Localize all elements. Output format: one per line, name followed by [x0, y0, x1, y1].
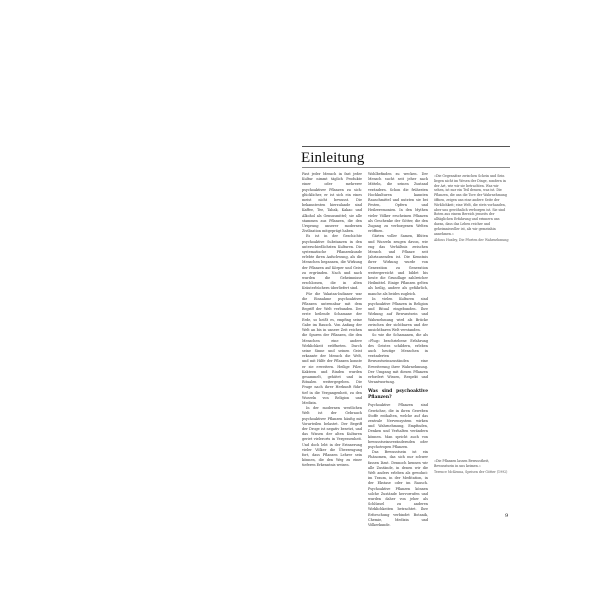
title-rule	[302, 167, 510, 168]
paragraph: Für die Yukatan-Indianer war die Einnahme psychoaktiver Pflanzen untrennbar mit dem Begriff der Welt verbunden. Der erste heilende Schamane der Erde, so heißt es, empfing seine Gabe im Rausch. Von Anfang der Welt an bis in unsere Zeit reichen die Spuren der Pflanzen, die den Menschen eine andere Wirklichkeit eröffneten. Durch seine Sinne und seinen Geist erkannte der Mensch die Welt, und mit Hilfe der Pflanzen konnte er sie erweitern. Heilige Pilze, Kakteen und Rinden wurden gesammelt, gehütet und in Ritualen weitergegeben. Die Frage nach ihrer Herkunft führt tief in die Vergangenheit, zu den Wurzeln von Religion und Medizin.	[302, 291, 362, 405]
chapter-title: Einleitung	[301, 150, 365, 166]
page-number: 9	[505, 513, 509, 519]
quote-text: »Die Pflanzen lassen Bewusstheit, Bewusstsein in uns keimen.«	[434, 459, 490, 468]
paragraph: Wohlbefinden zu wecken. Der Mensch sucht seit jeher nach Mitteln, die seinen Zustand verändern. Schon die frühesten Hochkulturen kannten Rauschmittel und nutzten sie bei Festen, Opfern und Heilzeremonien. In den Mythen vieler Völker erscheinen Pflanzen als Geschenke der Götter, die den Zugang zu verborgenen Welten eröffnen.	[368, 172, 428, 234]
margin-quote	[434, 174, 510, 243]
quote-text: »Die Gegensätze zwischen Schein und Sein liegen nicht im Wesen der Dinge, sondern in der Art, wie wir sie betrachten. Was wir sehen, ist nur ein Teil dessen, was ist. Die Pflanzen, die uns die Tore der Wahrnehmung öffnen, zeigen uns eine andere Seite der Wirklichkeit; eine Welt, die stets vorhanden, aber uns gewöhnlich verborgen ist. Sie sind Boten aus einem Bereich jenseits der alltäglichen Erfahrung und erinnern uns daran, dass das Leben reicher und geheimnisvoller ist, als wir gemeinhin annehmen.«	[434, 174, 507, 236]
text-column-2	[368, 172, 428, 550]
paragraph: Es ist in der Geschichte psychoaktive Substanzen in den unterschiedlichsten Kulturen. Die systematische Pflanzenkunde erlebte ihren Aufschwung, als die Menschen begannen, die Wirkung der Pflanzen auf Körper und Geist zu ergründen. Nach und nach wurden die Geheimnisse erschlossen, die in alten Kräuterbüchern überliefert sind.	[302, 234, 362, 291]
margin-quote	[434, 459, 510, 475]
section-subheading: Was sind psychoaktive Pflanzen?	[368, 389, 428, 401]
paragraph: In der modernen westlichen Welt ist der Gebrauch psychoaktiver Pflanzen häufig mit Vorurteilen belastet. Der Begriff der Droge ist negativ besetzt, und das Wissen der alten Kulturen geriet vielerorts in Vergessenheit. Und doch lebt in der Erinnerung vieler Völker die Überzeugung fort, dass Pflanzen Lehrer sein können, die den Weg zu einer tieferen Erkenntnis weisen.	[302, 406, 362, 468]
quote-attribution: Terence McKenna, Speisen der Götter (1992)	[434, 470, 508, 475]
text-column-1	[302, 172, 362, 550]
paragraph: Das Bewusstsein ist ein Phänomen, das sich nur schwer fassen lässt. Dennoch kennen wir alle Zustände, in denen wir die Welt anders erleben als gewohnt: im Traum, in der Meditation, in der Ekstase oder im Rausch. Psychoaktive Pflanzen können solche Zustände hervorrufen und wurden daher von jeher als Schlüssel zu anderen Wirklichkeiten betrachtet. Ihre Erforschung verbindet Botanik, Chemie, Medizin und Völkerkunde.	[368, 450, 428, 527]
paragraph: In vielen Kulturen sind psychoaktive Pflanzen in Religion und Ritual eingebunden. Ihre Wirkung auf Bewusstsein und Wahrnehmung wird als Brücke zwischen der sichtbaren und der unsichtbaren Welt verstanden.	[368, 296, 428, 333]
paragraph: Gärten voller Samen, Blüten und Wurzeln zeugen davon, wie eng das Verhältnis zwischen Mensch und Pflanze seit Jahrtausenden ist. Die Kenntnis ihrer Wirkung wurde von Generation zu Generation weitergereicht und bildet bis heute die Grundlage zahlreicher Heilmittel. Einige Pflanzen gelten als heilig, andere als gefährlich, manche als beides zugleich.	[368, 234, 428, 296]
paragraph: Psychoaktive Pflanzen sind Gewächse, die in ihren Geweben Stoffe enthalten, welche auf das zentrale Nervensystem wirken und Wahrnehmung, Empfinden, Denken und Verhalten verändern können. Man spricht auch von bewusstseinsverändernden oder psychotropen Pflanzen.	[368, 403, 428, 449]
quote-attribution: Aldous Huxley, Die Pforten der Wahrnehmung	[434, 237, 509, 242]
paragraph: Fast jeder Mensch in fast jeder Kultur nimmt täglich Produkte einer oder mehrerer psychoaktiver Pflanzen zu sich: glücklicher, er ist sich ein eines meist nicht bewusst. Die bekanntesten hierzulande sind Kaffee, Tee, Tabak, Kakao und Alkohol als Genussmittel; sie alle stammen aus Pflanzen, die den Ursprung unserer modernen Zivilisation mitgeprägt haben.	[302, 172, 362, 234]
paragraph: So wie die Schamanen, die als »Flug« beschriebene Erfahrung des Geistes schildern, erleben auch heutige Menschen in veränderten Bewusstseinszuständen eine Erweiterung ihrer Wahrnehmung. Der Umgang mit diesen Pflanzen erfordert Wissen, Respekt und Verantwortung.	[368, 333, 428, 385]
top-rule	[302, 146, 510, 147]
